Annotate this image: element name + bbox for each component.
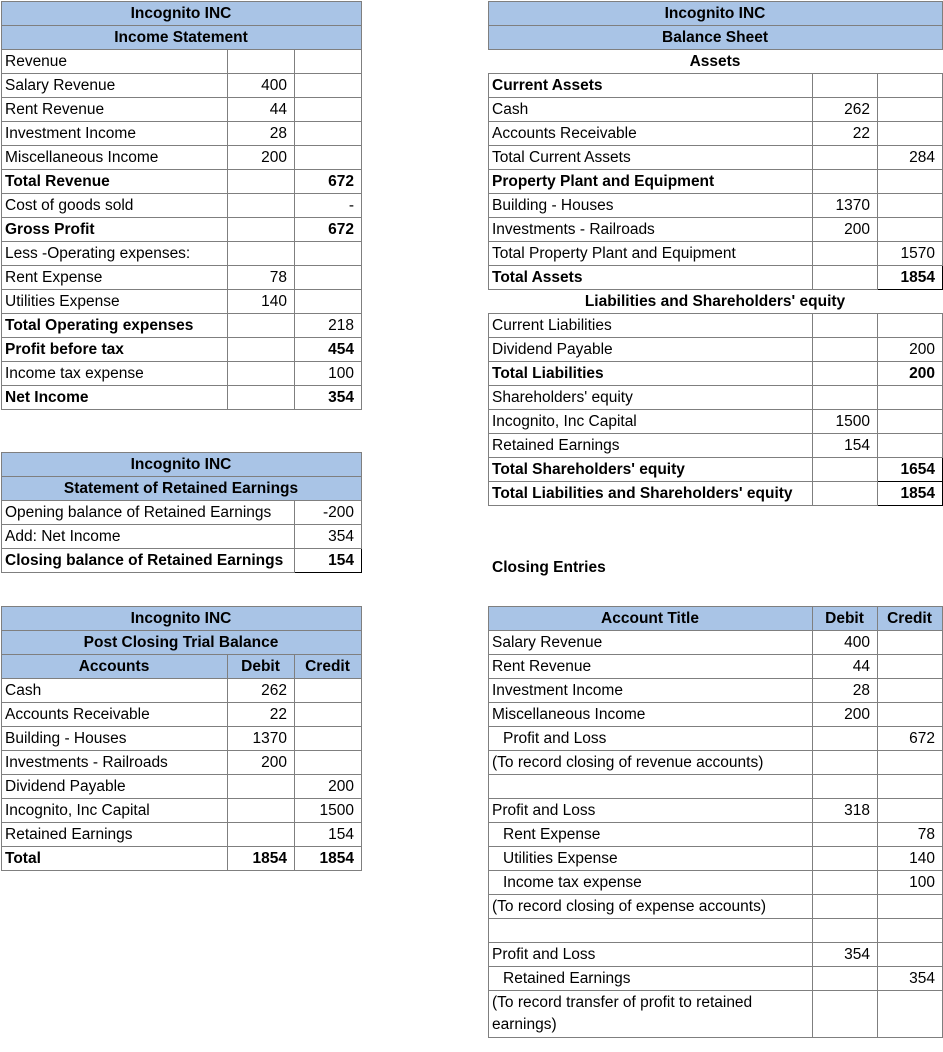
row-total xyxy=(295,50,362,74)
row-account: Investments - Railroads xyxy=(2,751,228,775)
entry-title: Profit and Loss xyxy=(489,799,813,823)
trial-balance-col-credit: Credit xyxy=(295,655,362,679)
row-account: Retained Earnings xyxy=(2,823,228,847)
entry-title xyxy=(489,919,813,943)
row-label: Cost of goods sold xyxy=(2,194,228,218)
balance-sheet-title: Balance Sheet xyxy=(489,26,943,50)
income-statement-row xyxy=(2,338,362,362)
entry-title xyxy=(489,775,813,799)
trial-balance-table xyxy=(1,606,362,871)
row-label: Shareholders' equity xyxy=(489,386,813,410)
entry-debit xyxy=(813,991,878,1038)
income-statement-company: Incognito INC xyxy=(2,2,362,26)
entry-title: (To record closing of expense accounts) xyxy=(489,895,813,919)
row-debit: 200 xyxy=(228,751,295,775)
row-amount xyxy=(813,170,878,194)
entry-debit xyxy=(813,775,878,799)
row-amount xyxy=(228,242,295,266)
trial-balance-total-row xyxy=(2,847,362,871)
row-amount xyxy=(228,50,295,74)
retained-earnings-row xyxy=(2,501,362,525)
row-total xyxy=(295,290,362,314)
entry-credit xyxy=(878,895,943,919)
row-total: 672 xyxy=(295,170,362,194)
closing-entry-row xyxy=(489,703,943,727)
closing-entries-col-credit: Credit xyxy=(878,607,943,631)
income-statement-row xyxy=(2,290,362,314)
balance-sheet-row xyxy=(489,170,943,194)
retained-earnings-row xyxy=(2,549,362,573)
row-amount: 22 xyxy=(813,122,878,146)
income-statement-title: Income Statement xyxy=(2,26,362,50)
row-total xyxy=(878,218,943,242)
row-amount: 200 xyxy=(228,146,295,170)
trial-balance-row xyxy=(2,727,362,751)
row-label: Opening balance of Retained Earnings xyxy=(2,501,295,525)
entry-credit xyxy=(878,943,943,967)
closing-entry-row xyxy=(489,943,943,967)
income-statement-row xyxy=(2,218,362,242)
entry-credit: 140 xyxy=(878,847,943,871)
entry-credit: 354 xyxy=(878,967,943,991)
balance-sheet-row xyxy=(489,146,943,170)
entry-credit xyxy=(878,631,943,655)
balance-sheet-row xyxy=(489,74,943,98)
income-statement-row xyxy=(2,314,362,338)
balance-sheet-row xyxy=(489,242,943,266)
row-total: 284 xyxy=(878,146,943,170)
row-total xyxy=(295,74,362,98)
row-total: 1654 xyxy=(878,458,943,482)
closing-entry-row xyxy=(489,991,943,1038)
row-total xyxy=(878,386,943,410)
entry-debit xyxy=(813,847,878,871)
entry-debit xyxy=(813,823,878,847)
entry-credit: 672 xyxy=(878,727,943,751)
entry-credit xyxy=(878,775,943,799)
closing-entries-heading: Closing Entries xyxy=(492,559,606,576)
row-total xyxy=(295,242,362,266)
entry-debit: 44 xyxy=(813,655,878,679)
row-debit xyxy=(228,775,295,799)
row-amount: 400 xyxy=(228,74,295,98)
row-total: 200 xyxy=(878,338,943,362)
entry-title: Retained Earnings xyxy=(489,967,813,991)
row-value: 154 xyxy=(295,549,362,573)
entry-debit: 354 xyxy=(813,943,878,967)
row-label: Total Operating expenses xyxy=(2,314,228,338)
row-amount xyxy=(228,362,295,386)
row-label: Investments - Railroads xyxy=(489,218,813,242)
entry-title: Profit and Loss xyxy=(489,727,813,751)
row-label: Total Property Plant and Equipment xyxy=(489,242,813,266)
row-label: Net Income xyxy=(2,386,228,410)
trial-balance-title: Post Closing Trial Balance xyxy=(2,631,362,655)
entry-title: Profit and Loss xyxy=(489,943,813,967)
row-amount: 154 xyxy=(813,434,878,458)
trial-balance-row xyxy=(2,775,362,799)
income-statement-row xyxy=(2,242,362,266)
closing-entry-row xyxy=(489,823,943,847)
row-label: Closing balance of Retained Earnings xyxy=(2,549,295,573)
balance-sheet-row xyxy=(489,218,943,242)
balance-sheet-row xyxy=(489,386,943,410)
row-total xyxy=(295,266,362,290)
entry-debit: 318 xyxy=(813,799,878,823)
row-amount xyxy=(228,314,295,338)
row-account: Incognito, Inc Capital xyxy=(2,799,228,823)
trial-balance-row xyxy=(2,799,362,823)
balance-sheet-row xyxy=(489,458,943,482)
entry-credit xyxy=(878,679,943,703)
entry-title: Investment Income xyxy=(489,679,813,703)
row-label: Investment Income xyxy=(2,122,228,146)
row-credit: 154 xyxy=(295,823,362,847)
row-account: Cash xyxy=(2,679,228,703)
row-total xyxy=(878,74,943,98)
row-amount xyxy=(813,74,878,98)
entry-debit: 28 xyxy=(813,679,878,703)
row-value: -200 xyxy=(295,501,362,525)
entry-debit xyxy=(813,727,878,751)
entry-credit xyxy=(878,991,943,1038)
retained-earnings-title: Statement of Retained Earnings xyxy=(2,477,362,501)
closing-entry-row xyxy=(489,871,943,895)
closing-entries-col-title: Account Title xyxy=(489,607,813,631)
closing-entry-row xyxy=(489,775,943,799)
income-statement-table xyxy=(1,1,362,410)
row-credit xyxy=(295,751,362,775)
trial-balance-col-debit: Debit xyxy=(228,655,295,679)
closing-entry-row xyxy=(489,751,943,775)
entry-credit: 78 xyxy=(878,823,943,847)
closing-entries-col-debit: Debit xyxy=(813,607,878,631)
row-label: Dividend Payable xyxy=(489,338,813,362)
entry-title: Rent Revenue xyxy=(489,655,813,679)
balance-sheet-row xyxy=(489,410,943,434)
row-debit: 22 xyxy=(228,703,295,727)
row-label: Building - Houses xyxy=(489,194,813,218)
row-total xyxy=(878,170,943,194)
row-amount xyxy=(813,386,878,410)
entry-debit: 200 xyxy=(813,703,878,727)
row-label: Total Revenue xyxy=(2,170,228,194)
row-total xyxy=(878,410,943,434)
row-total: 454 xyxy=(295,338,362,362)
row-label: Profit before tax xyxy=(2,338,228,362)
closing-entry-row xyxy=(489,631,943,655)
row-label: Property Plant and Equipment xyxy=(489,170,813,194)
row-label: Miscellaneous Income xyxy=(2,146,228,170)
trial-balance-row xyxy=(2,823,362,847)
row-total xyxy=(295,98,362,122)
row-label: Current Assets xyxy=(489,74,813,98)
row-total: 1570 xyxy=(878,242,943,266)
trial-balance-total-credit: 1854 xyxy=(295,847,362,871)
row-account: Accounts Receivable xyxy=(2,703,228,727)
row-total: 354 xyxy=(295,386,362,410)
row-total: 672 xyxy=(295,218,362,242)
assets-heading: Assets xyxy=(689,53,741,70)
balance-sheet-row xyxy=(489,194,943,218)
balance-sheet-row xyxy=(489,266,943,290)
entry-debit xyxy=(813,751,878,775)
row-amount xyxy=(228,194,295,218)
closing-entries-table xyxy=(488,606,943,1038)
row-credit xyxy=(295,727,362,751)
row-amount: 262 xyxy=(813,98,878,122)
row-credit xyxy=(295,679,362,703)
row-total xyxy=(295,146,362,170)
trial-balance-col-accounts: Accounts xyxy=(2,655,228,679)
income-statement-row xyxy=(2,386,362,410)
row-label: Retained Earnings xyxy=(489,434,813,458)
entry-title: (To record transfer of profit to retained earnings) xyxy=(489,991,813,1038)
row-amount xyxy=(228,218,295,242)
row-amount xyxy=(813,266,878,290)
row-label: Gross Profit xyxy=(2,218,228,242)
entry-title: Miscellaneous Income xyxy=(489,703,813,727)
entry-title: Utilities Expense xyxy=(489,847,813,871)
row-label: Total Shareholders' equity xyxy=(489,458,813,482)
retained-earnings-table xyxy=(1,452,362,573)
trial-balance-total-debit: 1854 xyxy=(228,847,295,871)
closing-entry-row xyxy=(489,679,943,703)
row-label: Less -Operating expenses: xyxy=(2,242,228,266)
row-label: Current Liabilities xyxy=(489,314,813,338)
row-label: Total Liabilities and Shareholders' equity xyxy=(489,482,813,506)
row-label: Total Assets xyxy=(489,266,813,290)
trial-balance-total-label: Total xyxy=(2,847,228,871)
row-amount xyxy=(813,458,878,482)
trial-balance-row xyxy=(2,703,362,727)
row-total: - xyxy=(295,194,362,218)
row-amount: 28 xyxy=(228,122,295,146)
balance-sheet-row xyxy=(489,434,943,458)
row-total xyxy=(878,194,943,218)
balance-sheet-row xyxy=(489,314,943,338)
entry-title: Salary Revenue xyxy=(489,631,813,655)
row-account: Building - Houses xyxy=(2,727,228,751)
entry-debit xyxy=(813,919,878,943)
row-amount xyxy=(813,362,878,386)
row-credit: 1500 xyxy=(295,799,362,823)
row-total xyxy=(295,122,362,146)
entry-debit xyxy=(813,967,878,991)
balance-sheet-row xyxy=(489,122,943,146)
row-amount xyxy=(228,386,295,410)
income-statement-row xyxy=(2,170,362,194)
balance-sheet-company: Incognito INC xyxy=(489,2,943,26)
entry-credit xyxy=(878,799,943,823)
entry-credit: 100 xyxy=(878,871,943,895)
row-debit: 262 xyxy=(228,679,295,703)
row-amount xyxy=(813,242,878,266)
row-credit: 200 xyxy=(295,775,362,799)
row-label: Rent Expense xyxy=(2,266,228,290)
row-debit: 1370 xyxy=(228,727,295,751)
row-total: 1854 xyxy=(878,266,943,290)
row-account: Dividend Payable xyxy=(2,775,228,799)
row-total xyxy=(878,98,943,122)
row-amount xyxy=(813,482,878,506)
closing-entry-row xyxy=(489,967,943,991)
entry-debit: 400 xyxy=(813,631,878,655)
row-amount xyxy=(813,338,878,362)
closing-entry-row xyxy=(489,727,943,751)
entry-credit xyxy=(878,703,943,727)
row-label: Utilities Expense xyxy=(2,290,228,314)
balance-sheet-table xyxy=(488,1,943,506)
closing-entry-row xyxy=(489,655,943,679)
row-debit xyxy=(228,823,295,847)
entry-title: Income tax expense xyxy=(489,871,813,895)
entry-credit xyxy=(878,751,943,775)
retained-earnings-company: Incognito INC xyxy=(2,453,362,477)
income-statement-row xyxy=(2,122,362,146)
income-statement-row xyxy=(2,266,362,290)
income-statement-row xyxy=(2,194,362,218)
balance-sheet-row xyxy=(489,362,943,386)
income-statement-row xyxy=(2,98,362,122)
row-label: Total Liabilities xyxy=(489,362,813,386)
row-label: Accounts Receivable xyxy=(489,122,813,146)
trial-balance-row xyxy=(2,751,362,775)
liabilities-heading: Liabilities and Shareholders' equity xyxy=(489,290,943,314)
row-total: 200 xyxy=(878,362,943,386)
income-statement-row xyxy=(2,74,362,98)
row-total: 100 xyxy=(295,362,362,386)
balance-sheet-row xyxy=(489,98,943,122)
closing-entry-row xyxy=(489,847,943,871)
row-label: Cash xyxy=(489,98,813,122)
row-total xyxy=(878,314,943,338)
row-amount: 78 xyxy=(228,266,295,290)
row-amount: 44 xyxy=(228,98,295,122)
row-total: 218 xyxy=(295,314,362,338)
row-amount: 140 xyxy=(228,290,295,314)
row-amount xyxy=(228,170,295,194)
closing-entry-row xyxy=(489,895,943,919)
entry-title: Rent Expense xyxy=(489,823,813,847)
row-amount: 1500 xyxy=(813,410,878,434)
row-total: 1854 xyxy=(878,482,943,506)
balance-sheet-row xyxy=(489,338,943,362)
trial-balance-row xyxy=(2,679,362,703)
income-statement-row xyxy=(2,362,362,386)
entry-credit xyxy=(878,919,943,943)
income-statement-row xyxy=(2,50,362,74)
row-label: Rent Revenue xyxy=(2,98,228,122)
entry-debit xyxy=(813,871,878,895)
row-label: Add: Net Income xyxy=(2,525,295,549)
row-label: Revenue xyxy=(2,50,228,74)
row-total xyxy=(878,434,943,458)
row-amount xyxy=(813,314,878,338)
retained-earnings-row xyxy=(2,525,362,549)
income-statement-row xyxy=(2,146,362,170)
entry-title: (To record closing of revenue accounts) xyxy=(489,751,813,775)
row-label: Income tax expense xyxy=(2,362,228,386)
row-amount: 200 xyxy=(813,218,878,242)
row-label: Total Current Assets xyxy=(489,146,813,170)
row-label: Salary Revenue xyxy=(2,74,228,98)
closing-entry-row xyxy=(489,919,943,943)
closing-entry-row xyxy=(489,799,943,823)
row-amount xyxy=(813,146,878,170)
row-value: 354 xyxy=(295,525,362,549)
row-amount xyxy=(228,338,295,362)
entry-credit xyxy=(878,655,943,679)
row-total xyxy=(878,122,943,146)
entry-debit xyxy=(813,895,878,919)
row-credit xyxy=(295,703,362,727)
row-amount: 1370 xyxy=(813,194,878,218)
row-label: Incognito, Inc Capital xyxy=(489,410,813,434)
row-debit xyxy=(228,799,295,823)
trial-balance-company: Incognito INC xyxy=(2,607,362,631)
balance-sheet-row xyxy=(489,482,943,506)
